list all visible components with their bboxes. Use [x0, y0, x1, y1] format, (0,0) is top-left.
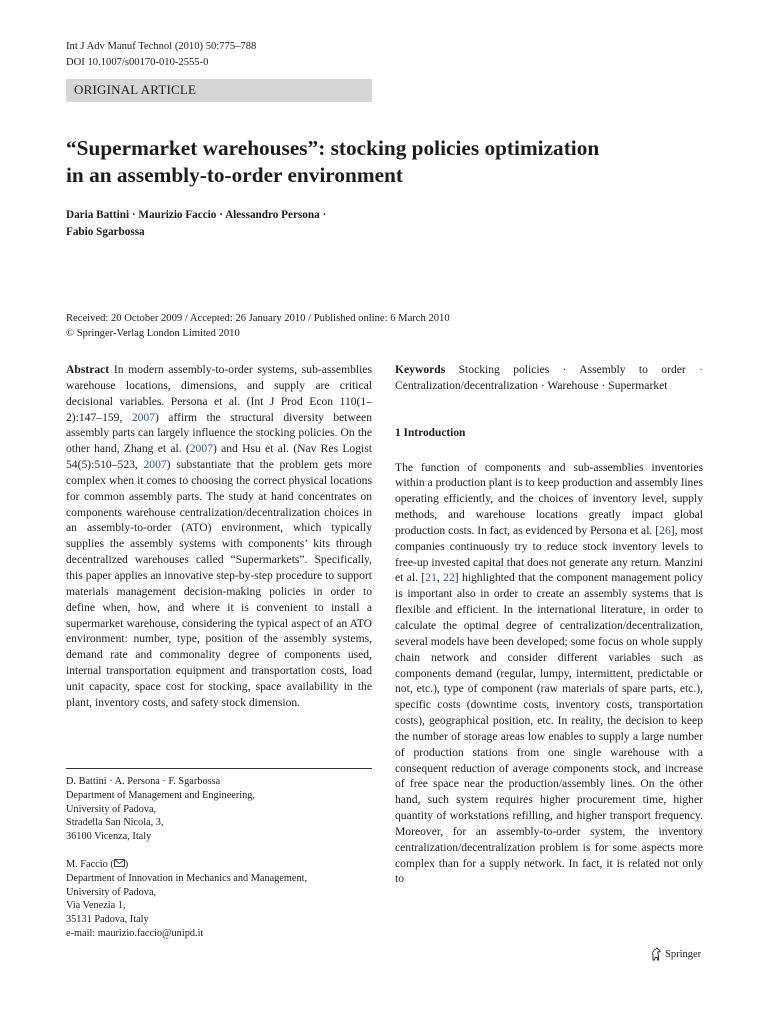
affiliation-line: D. Battini · A. Persona · F. Sgarbossa [66, 776, 221, 787]
affiliation-line: 36100 Vicenza, Italy [66, 831, 152, 843]
title-line-2: in an assembly-to-order environment [66, 162, 403, 187]
affiliation-line: University of Padova, [66, 886, 157, 898]
citation-link[interactable]: 2007 [143, 458, 167, 472]
doi-line[interactable]: DOI 10.1007/s00170-010-2555-0 [66, 56, 209, 68]
abstract-text-1: In modern assembly-to-order systems, sub-assemblies warehouse locations, dimensions, and supply are critical decisional variables. Persona et al. (Int J Prod Econ 110(1–2):147–159, [66, 363, 372, 424]
paper-title [66, 135, 706, 188]
affiliation-line: Department of Management and Engineering, [66, 789, 255, 801]
abstract-label: Abstract [66, 363, 110, 376]
affiliation-line: Via Venezia 1, [66, 900, 126, 912]
corresponding-author [66, 858, 372, 872]
authors-line-1: Daria Battini · Maurizio Faccio · Alessandro Persona · [66, 209, 327, 221]
journal-citation: Int J Adv Manuf Technol (2010) 50:775–788 [66, 41, 257, 52]
abstract-text-4: ) substantiate that the problem gets more complex when it comes to choosing the correct physical locations for common assembly parts. The study at hand concentrates on components warehouse centralization/decentralization choices in an assembly-to-order (ATO) environment, which typically supplies the assembly systems with components’ kits through decentralized warehouses called “Supermarkets”. Specifically, this paper applies an innovative step-by-step procedure to support materials management decision-making policies in order to define when, how, and where it is convenient to install a supermarket warehouse, considering the typical aspect of an ATO environment: number, type, position of the assembly systems, demand rate and commonality degree of components used, internal transportation equipment and transportation costs, load unit capacity, space cost for stocking, space availability in the plant, inventory costs, and safety stock dimension. [66, 458, 372, 709]
affiliation-line: Stradella San Nicola, 3, [66, 817, 164, 829]
publication-dates [66, 311, 706, 341]
springer-logo [650, 947, 701, 961]
reference-separator: , [436, 571, 444, 585]
reference-link-21[interactable]: 21 [425, 571, 437, 585]
authors-line-2: Fabio Sgarbossa [66, 226, 145, 238]
author-list [66, 207, 446, 241]
intro-text-2: ], most companies continuously try to reduce stock inventory levels to free-up invested capital that does not generate any return. Manzini et al. [ [395, 523, 703, 585]
corresponding-author-name: M. Faccio ( [66, 858, 114, 870]
left-column [66, 362, 372, 711]
springer-horse-icon [650, 947, 662, 961]
article-type-banner: ORIGINAL ARTICLE [66, 79, 372, 102]
corresponding-author-close: ) [124, 858, 129, 870]
abstract-text-2: ) affirm the structural diversity between assembly parts can largely influence the stocking policies. On the other hand, Zhang et al. ( [66, 410, 372, 456]
footnote-divider [66, 768, 372, 769]
affiliation-line: University of Padova, [66, 803, 157, 815]
reference-link-22[interactable]: 22 [443, 571, 455, 585]
keywords [395, 362, 703, 394]
citation-link[interactable]: 2007 [189, 442, 213, 456]
copyright-line: © Springer-Verlag London Limited 2010 [66, 328, 240, 339]
affiliation-line: Department of Innovation in Mechanics and Management, [66, 872, 308, 884]
reference-link-26[interactable]: 26 [659, 523, 671, 537]
intro-text-3: ] highlighted that the component management policy is important also in order to create an assembly systems that is flexible and efficient. In the international literature, in order to calculate the optimal degree of centralization/decentralization, several models have been developed; some focus on whole supply chain network and consider different variables such as components demand (regular, lumpy, intermittent, predictable or not, etc.), type of component (raw materials of spare parts, etc.), specific costs (downtime costs, inventory costs, transportation costs), geographical position, etc. In reality, the decision to keep the number of storage areas low enables to supply a large number of production stations from one single warehouse with a consequent reduction of average components stock, and increase of free space near the production/assembly lines. On the other hand, such system requires higher procurement time, higher quantity of workstations refilling, and higher transport frequency. Moreover, for an assembly-to-order system, the inventory centralization/decentralization problem is for some aspects more complex than for a supply network. In fact, it is related not only to [395, 571, 704, 886]
abstract [66, 362, 372, 711]
journal-header [66, 39, 256, 70]
title-line-1: “Supermarket warehouses”: stocking policies optimization [66, 136, 600, 160]
affiliation-line: 35131 Padova, Italy [66, 914, 149, 926]
publisher-name: Springer [665, 948, 702, 960]
section-heading-introduction: 1 Introduction [395, 426, 466, 439]
email-line[interactable]: e-mail: maurizio.faccio@unipd.it [66, 927, 204, 939]
citation-link[interactable]: 2007 [131, 410, 155, 424]
affiliation-block-2 [66, 858, 372, 941]
intro-text-1: The function of components and sub-assemblies inventories within a production plant is to keep production and assembly lines operating efficiently, and the choices of inventory level, supply methods, and warehouse locations greatly impact global production costs. In fact, as evidenced by Persona et al. [ [395, 460, 703, 537]
affiliation-block-1 [66, 775, 372, 844]
keywords-text: Stocking policies · Assembly to order · Centralization/decentralization · Warehouse · Supermarket [395, 363, 703, 392]
right-column [395, 362, 703, 887]
affiliations [66, 775, 372, 941]
keywords-label: Keywords [395, 363, 446, 376]
abstract-text-3: ) and Hsu et al. (Nav Res Logist 54(5):510–523, [66, 442, 372, 472]
envelope-icon[interactable] [114, 858, 125, 872]
introduction-paragraph [395, 460, 703, 888]
received-accepted-line: Received: 20 October 2009 / Accepted: 26 January 2010 / Published online: 6 March 2010 [66, 313, 450, 324]
